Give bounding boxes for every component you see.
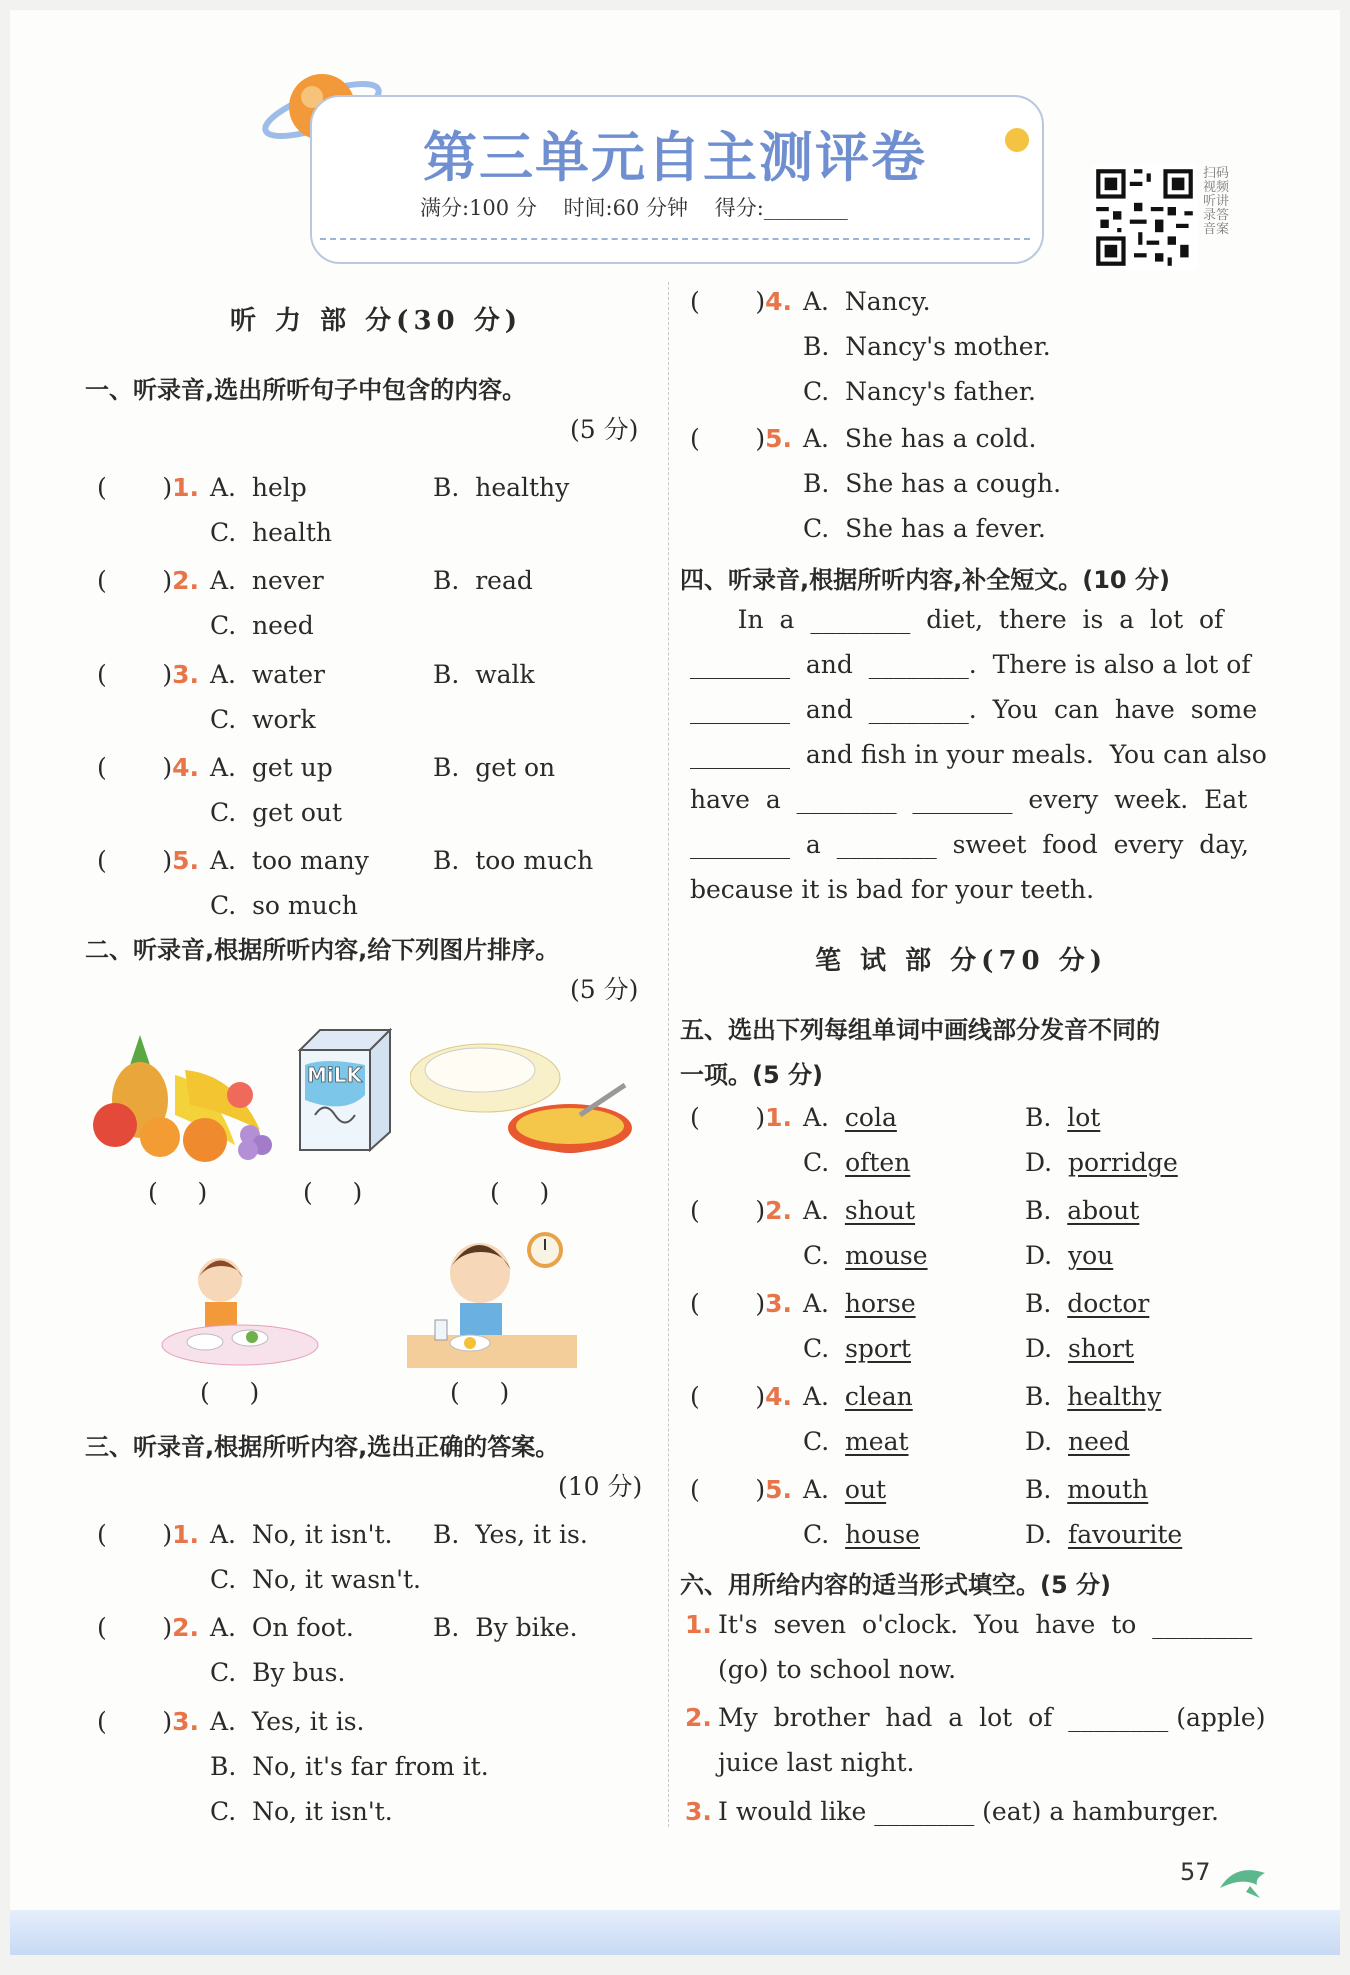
option-b: B. Nancy's mother. — [803, 332, 1051, 361]
milk-carton-picture — [290, 1020, 400, 1160]
column-divider — [668, 282, 669, 1827]
part5-item-2[interactable] — [690, 1196, 792, 1226]
option-c — [803, 1334, 911, 1364]
part5-title: 五、选出下列每组单词中画线部分发音不同的 — [680, 1016, 1160, 1044]
part1-item-3[interactable] — [97, 660, 199, 690]
option-a: A. No, it isn't. — [210, 1520, 393, 1549]
option-a — [803, 1196, 915, 1226]
milk-label: MiLK — [307, 1063, 362, 1087]
option-letter: A. — [803, 1289, 845, 1318]
option-letter: B. — [1025, 1382, 1068, 1411]
part3-item-4[interactable] — [690, 287, 792, 317]
option-word: sport — [845, 1334, 911, 1363]
exam-meta: 满分:100 分 时间:60 分钟 得分:________ — [420, 196, 848, 220]
option-c: C. get out — [210, 798, 343, 827]
question-number: 3. — [172, 660, 200, 689]
option-c — [803, 1148, 910, 1178]
option-a — [803, 1475, 886, 1505]
bread-porridge-picture — [410, 1030, 640, 1160]
answer-paren[interactable]: ( ) — [97, 1707, 173, 1736]
option-word: you — [1068, 1241, 1114, 1270]
question-number: 3. — [172, 1707, 200, 1736]
option-b — [1025, 1475, 1148, 1505]
option-c — [803, 1520, 920, 1550]
pic5-paren: ( ) — [450, 1378, 510, 1407]
option-c: C. health — [210, 518, 333, 547]
question-number: 3. — [765, 1289, 793, 1318]
option-word: mouth — [1067, 1475, 1149, 1504]
part3-item-2[interactable] — [97, 1613, 199, 1643]
option-b: B. too much — [433, 846, 594, 875]
part1-score: (5 分) — [570, 415, 639, 444]
option-d — [1025, 1427, 1130, 1457]
passage-line: ________ a ________ sweet food every day, — [690, 830, 1249, 859]
question-number: 4. — [172, 753, 200, 782]
pic2-paren: ( ) — [303, 1178, 363, 1207]
option-letter: C. — [803, 1241, 846, 1270]
fill-line: It's seven o'clock. You have to ________ — [718, 1610, 1253, 1639]
pic1-paren: ( ) — [148, 1178, 208, 1207]
option-letter: B. — [1025, 1103, 1068, 1132]
answer-paren[interactable]: ( ) — [97, 473, 173, 502]
option-b: B. No, it's far from it. — [210, 1752, 489, 1781]
option-b: B. get on — [433, 753, 556, 782]
passage-line: In a ________ diet, there is a lot of — [690, 605, 1224, 634]
question-number: 3. — [685, 1797, 712, 1826]
option-letter: C. — [803, 1520, 846, 1549]
answer-paren[interactable]: ( ) — [97, 1613, 173, 1642]
option-letter: D. — [1025, 1148, 1068, 1177]
pic4-paren: ( ) — [200, 1378, 260, 1407]
page-number: 57 — [1180, 1858, 1211, 1886]
option-letter: C. — [803, 1148, 846, 1177]
option-a: A. Nancy. — [803, 287, 931, 316]
option-d — [1025, 1520, 1182, 1550]
option-word: healthy — [1067, 1382, 1162, 1411]
passage-line: ________ and fish in your meals. You can also — [690, 740, 1267, 769]
option-word: doctor — [1067, 1289, 1150, 1318]
option-b: B. Yes, it is. — [433, 1520, 588, 1549]
option-b: B. healthy — [433, 473, 570, 502]
option-letter: D. — [1025, 1520, 1068, 1549]
footer-wave — [10, 1910, 1340, 1955]
fill-line-cont: (go) to school now. — [718, 1655, 957, 1684]
option-word: out — [844, 1475, 887, 1504]
option-word: need — [1068, 1427, 1130, 1456]
part5-item-4[interactable] — [690, 1382, 792, 1412]
part2-score: (5 分) — [570, 975, 639, 1004]
option-word: clean — [844, 1382, 913, 1411]
option-b — [1025, 1103, 1100, 1133]
option-letter: A. — [803, 1475, 845, 1504]
fill-line: My brother had a lot of ________ (apple) — [718, 1703, 1266, 1732]
question-number: 4. — [765, 1382, 793, 1411]
part1-item-2[interactable] — [97, 566, 199, 596]
option-a: A. She has a cold. — [803, 424, 1037, 453]
part1-title: 一、听录音,选出所听句子中包含的内容。 — [85, 376, 527, 404]
option-c: C. No, it wasn't. — [210, 1565, 421, 1594]
option-a: A. never — [210, 566, 324, 595]
part5-title-cont: 一项。(5 分) — [680, 1061, 823, 1089]
answer-paren[interactable]: ( ) — [690, 1289, 766, 1318]
option-word: porridge — [1068, 1148, 1178, 1177]
question-number: 1. — [685, 1610, 712, 1639]
option-b — [1025, 1196, 1139, 1226]
option-c: C. Nancy's father. — [803, 377, 1036, 406]
option-letter: D. — [1025, 1241, 1068, 1270]
option-c: C. need — [210, 611, 314, 640]
answer-paren[interactable]: ( ) — [690, 424, 766, 453]
part3-item-1[interactable] — [97, 1520, 199, 1550]
option-letter: B. — [1025, 1289, 1068, 1318]
fill-line: I would like ________ (eat) a hamburger. — [718, 1797, 1219, 1826]
part1-item-5[interactable] — [97, 846, 199, 876]
option-c: C. She has a fever. — [803, 514, 1046, 543]
option-word: lot — [1067, 1103, 1101, 1132]
option-letter: C. — [803, 1427, 846, 1456]
option-a: A. water — [210, 660, 325, 689]
answer-paren[interactable]: ( ) — [97, 566, 173, 595]
option-word: horse — [844, 1289, 916, 1318]
option-c — [803, 1241, 928, 1271]
option-c: C. work — [210, 705, 316, 734]
option-a: A. On foot. — [210, 1613, 354, 1642]
passage-line: ________ and ________. You can have some — [690, 695, 1258, 724]
option-word: about — [1067, 1196, 1140, 1225]
worksheet-page — [10, 10, 1340, 1955]
passage-line: because it is bad for your teeth. — [690, 875, 1095, 904]
option-d — [1025, 1334, 1134, 1364]
option-c: C. so much — [210, 891, 358, 920]
option-letter: A. — [803, 1382, 845, 1411]
part5-item-5[interactable] — [690, 1475, 792, 1505]
option-word: cola — [844, 1103, 897, 1132]
question-number: 4. — [765, 287, 793, 316]
answer-paren[interactable]: ( ) — [97, 753, 173, 782]
option-letter: D. — [1025, 1334, 1068, 1363]
page-title: 第三单元自主测评卷 — [423, 126, 927, 189]
option-letter: B. — [1025, 1196, 1068, 1225]
fruit-picture — [90, 1025, 280, 1165]
question-number: 5. — [765, 1475, 793, 1504]
option-letter: B. — [1025, 1475, 1068, 1504]
option-b: B. walk — [433, 660, 535, 689]
option-a — [803, 1289, 916, 1319]
option-word: house — [845, 1520, 920, 1549]
part3-item-5[interactable] — [690, 424, 792, 454]
answer-paren[interactable]: ( ) — [690, 1475, 766, 1504]
answer-paren[interactable]: ( ) — [690, 1103, 766, 1132]
part3-title: 三、听录音,根据所听内容,选出正确的答案。 — [85, 1433, 560, 1461]
question-number: 1. — [765, 1103, 793, 1132]
option-word: shout — [844, 1196, 916, 1225]
question-number: 2. — [685, 1703, 712, 1732]
option-b — [1025, 1289, 1149, 1319]
part6-title: 六、用所给内容的适当形式填空。(5 分) — [680, 1571, 1111, 1599]
qr-caption: 扫码视频听讲录答音案 — [1203, 166, 1230, 237]
option-word: favourite — [1068, 1520, 1183, 1549]
question-number: 2. — [172, 566, 200, 595]
passage-line: ________ and ________. There is also a lot of — [690, 650, 1251, 679]
dolphin-icon — [1215, 1858, 1275, 1903]
option-letter: C. — [803, 1334, 846, 1363]
option-word: mouse — [845, 1241, 928, 1270]
question-number: 5. — [765, 424, 793, 453]
answer-paren[interactable]: ( ) — [690, 287, 766, 316]
qr-code-icon — [1092, 165, 1197, 270]
answer-paren[interactable]: ( ) — [97, 846, 173, 875]
option-letter: A. — [803, 1196, 845, 1225]
option-a: A. Yes, it is. — [210, 1707, 365, 1736]
option-b — [1025, 1382, 1161, 1412]
boy-eating-picture — [405, 1225, 585, 1370]
option-letter: D. — [1025, 1427, 1068, 1456]
option-c: C. By bus. — [210, 1658, 346, 1687]
part3-item-3[interactable] — [97, 1707, 199, 1737]
option-c — [803, 1427, 909, 1457]
part5-item-1[interactable] — [690, 1103, 792, 1133]
answer-paren[interactable]: ( ) — [97, 1520, 173, 1549]
part2-title: 二、听录音,根据所听内容,给下列图片排序。 — [85, 936, 560, 964]
question-number: 2. — [765, 1196, 793, 1225]
listening-section-title: 听 力 部 分(30 分) — [230, 306, 522, 336]
option-a: A. help — [210, 473, 307, 502]
option-b: B. By bike. — [433, 1613, 578, 1642]
option-c: C. No, it isn't. — [210, 1797, 393, 1826]
option-letter: A. — [803, 1103, 845, 1132]
question-number: 1. — [172, 473, 200, 502]
part4-title: 四、听录音,根据所听内容,补全短文。(10 分) — [680, 566, 1170, 594]
answer-paren[interactable]: ( ) — [690, 1196, 766, 1225]
option-d — [1025, 1148, 1178, 1178]
option-a — [803, 1103, 897, 1133]
answer-paren[interactable]: ( ) — [690, 1382, 766, 1411]
option-b: B. She has a cough. — [803, 469, 1062, 498]
fill-line-cont: juice last night. — [718, 1748, 915, 1777]
part3-score: (10 分) — [558, 1472, 643, 1501]
option-d — [1025, 1241, 1113, 1271]
part5-item-3[interactable] — [690, 1289, 792, 1319]
part1-item-4[interactable] — [97, 753, 199, 783]
option-b: B. read — [433, 566, 533, 595]
question-number: 2. — [172, 1613, 200, 1642]
option-word: short — [1068, 1334, 1134, 1363]
answer-paren[interactable]: ( ) — [97, 660, 173, 689]
option-word: often — [845, 1148, 911, 1177]
question-number: 5. — [172, 846, 200, 875]
pic3-paren: ( ) — [490, 1178, 550, 1207]
option-word: meat — [845, 1427, 909, 1456]
option-a: A. too many — [210, 846, 369, 875]
question-number: 1. — [172, 1520, 200, 1549]
girl-eating-picture — [160, 1250, 330, 1370]
part1-item-1[interactable] — [97, 473, 199, 503]
writing-section-title: 笔 试 部 分(70 分) — [815, 946, 1107, 976]
option-a — [803, 1382, 913, 1412]
passage-line: have a ________ ________ every week. Eat — [690, 785, 1248, 814]
header-divider — [320, 238, 1030, 240]
option-a: A. get up — [210, 753, 333, 782]
